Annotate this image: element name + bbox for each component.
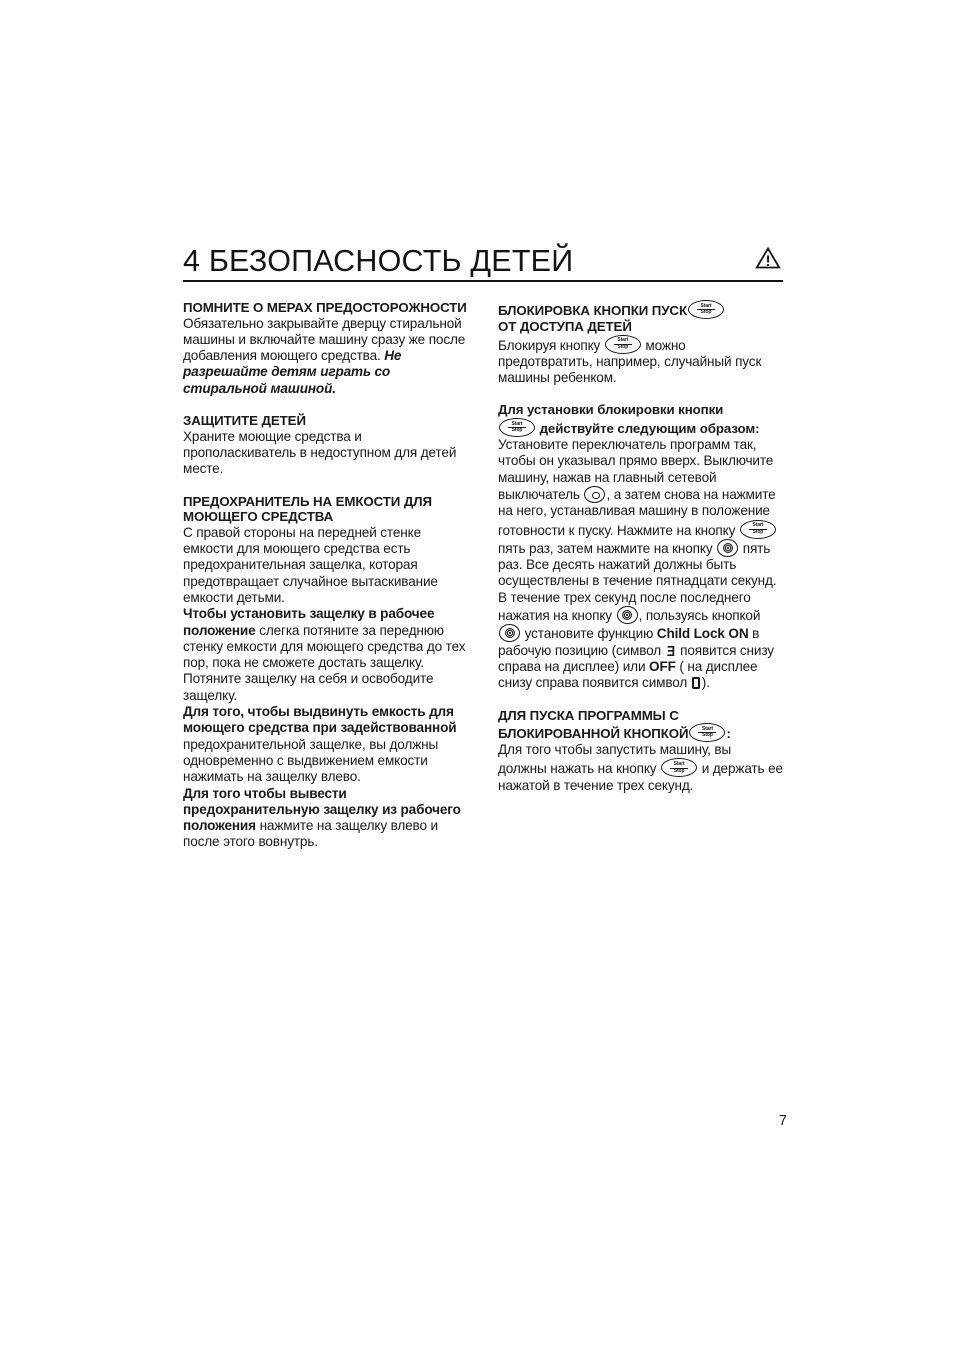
start-stop-button-icon: Start Stop [689,723,725,742]
start-stop-button-icon: Start Stop [740,520,776,539]
page-content [183,228,783,851]
bold-lead-in: Чтобы установить защелку в рабочее положение [183,606,435,638]
body-columns [183,300,783,851]
spin-option-button-icon [617,606,638,624]
start-stop-button-icon: Start Stop [605,335,641,354]
paragraph-start-with-lock: Для того чтобы запустить машину, вы должны нажать на кнопку Start Stop и держать ее нажатой в течение трех секунд. [498,742,783,793]
paragraph-latch-disengage: Для того чтобы вывести предохранительную защелку из рабочего положения нажмите на защелку влево и после этого вовнутрь. [183,785,461,850]
section-heading-set-lock: Для установки блокировки кнопки Start Stop действуйте следующим образом: [498,402,760,437]
power-button-icon [584,486,605,503]
spin-option-button-icon [499,624,520,642]
paragraph-latch-intro: С правой стороны на передней стенке емкости для моющего средства есть предохранительная защелка, которая предотвращает случайное вытаскивание емкости детьми. [183,524,438,605]
section-heading-precautions: ПОМНИТЕ О МЕРАХ ПРЕДОСТОРОЖНОСТИ [183,300,467,315]
warning-triangle-icon [755,246,781,275]
right-column [498,300,783,851]
paragraph-latch-engage: Чтобы установить защелку в рабочее положение слегка потяните за переднюю стенку емкости для моющего средства до тех пор, пока не сможете достать защелку. Потяните защелку на себя и освободите защелку. [183,606,466,703]
paragraph-lock-intro: Блокируя кнопку Start Stop можно предотвратить, например, случайный пуск машины ребенком. [498,335,783,387]
start-stop-button-icon: Start Stop [499,418,535,437]
emphasis-text: Не разрешайте детям играть со стиральной машиной. [183,348,402,396]
left-column [183,300,468,851]
paragraph-child-lock-toggle: В течение трех секунд после последнего нажатия на кнопку , пользуясь кнопкой установите функцию Child Lock ON в рабочую позицию (символ Ǝ появится снизу справа на дисплее) или OFF ( на дисплее снизу справа появится символ ). [498,589,774,691]
start-label: Start [700,302,712,309]
paragraph-precautions: Обязательно закрывайте дверцу стиральной машины и включайте машину сразу же после добавления моющего средства. Не разрешайте детям играть со стиральной машиной. [183,315,466,396]
section-heading-protect-children: ЗАЩИТИТЕ ДЕТЕЙ [183,413,306,429]
spin-option-button-icon [717,539,738,557]
paragraph-latch-pullout: Для того, чтобы выдвинуть емкость для моющего средства при задействованной предохранительной защелке, вы должны одновременно с выдвижением емкости нажимать на защелку влево. [183,704,457,785]
off-label: OFF [649,658,676,674]
bold-lead-in: Для того чтобы вывести предохранительную защелку из рабочего положения [183,785,461,834]
paragraph-protect-children: Храните моющие средства и прополаскиватель в недоступном для детей месте. [183,428,457,477]
paragraph-set-lock-steps: Установите переключатель программ так, чтобы он указывал прямо вверх. Выключите машину, нажав на главный сетевой выключатель , а затем снова на нажмите на него, устанавливая машину в положение готовности к пуску. Нажмите на кнопку Start Stop пять раз, затем нажмите на кнопку пять раз. Все десять нажатий должны быть осуществлены в течение пятнадцати секунд. [498,437,777,589]
section-heading-start-button-lock: БЛОКИРОВКА КНОПКИ ПУСК Start Stop ОТ ДОСТУПА ДЕТЕЙ [498,300,783,335]
section-heading-start-with-lock: ДЛЯ ПУСКА ПРОГРАММЫ С БЛОКИРОВАННОЙ КНОПКОЙ Start Stop : [498,707,731,742]
start-stop-button-icon: Start Stop [661,758,697,777]
page-header [183,228,783,282]
start-stop-button-icon [688,300,724,319]
stop-label: Stop [700,309,712,316]
child-lock-on-label: Child Lock ON [656,626,749,642]
page-number: 7 [778,1113,787,1129]
section-heading-detergent-latch: ПРЕДОХРАНИТЕЛЬ НА ЕМКОСТИ ДЛЯ МОЮЩЕГО СРЕДСТВА [183,493,432,525]
bold-lead-in: Для того, чтобы выдвинуть емкость для моющего средства при задействованной [183,704,457,736]
page-title: 4 БЕЗОПАСНОСТЬ ДЕТЕЙ [183,243,574,278]
child-lock-display-symbol: Ǝ [666,642,675,660]
off-display-symbol [692,677,700,689]
